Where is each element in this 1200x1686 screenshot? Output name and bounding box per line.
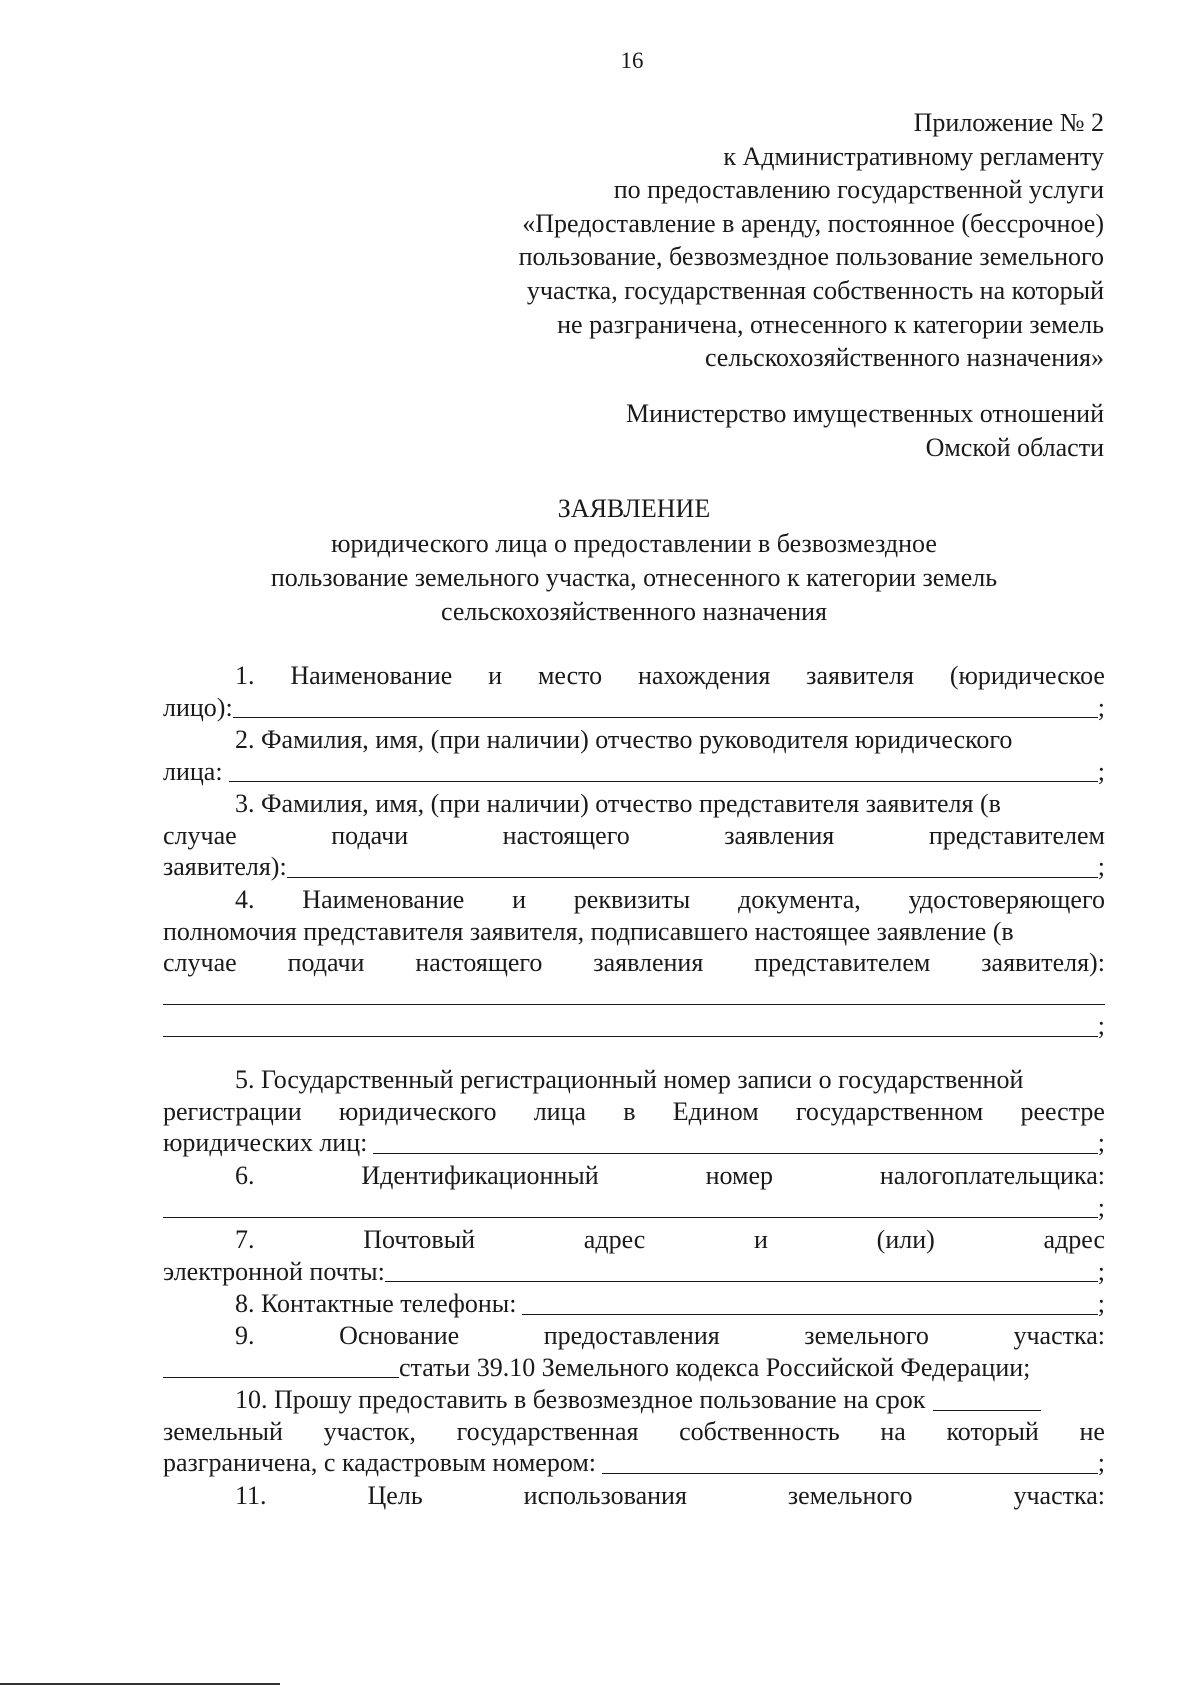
item-11-purpose <box>163 1480 1105 1512</box>
word: и <box>488 661 503 690</box>
inn-field[interactable] <box>163 1217 1098 1218</box>
item-7-address <box>163 1224 1105 1287</box>
item-9-basis <box>163 1320 1105 1383</box>
word: государственном <box>795 1096 984 1126</box>
subtitle-line: юридического лица о предоставлении в безвозмездное <box>331 529 937 558</box>
word: лица <box>533 1096 587 1126</box>
page-number: 16 <box>620 48 644 73</box>
word: юридического <box>338 1096 497 1126</box>
semicolon: ; <box>1097 1256 1105 1286</box>
subtitle-line: сельскохозяйственного назначения <box>440 597 828 626</box>
word: удостоверяющего <box>908 885 1105 914</box>
word: 4. <box>235 885 255 914</box>
word: Наименование <box>290 661 453 690</box>
subtitle-line: пользование земельного участка, отнесенного к категории земель <box>270 563 998 592</box>
basis-text: статьи 39.10 Земельного кодекса Российской Федерации; <box>399 1352 1031 1382</box>
word: реквизиты <box>573 885 691 914</box>
item-line: 2. Фамилия, имя, (при наличии) отчество руководителя юридического <box>235 725 1013 754</box>
page-edge-rule <box>0 1683 280 1685</box>
semicolon: ; <box>1097 1448 1105 1478</box>
word: Едином <box>672 1096 759 1126</box>
item-line: 5. Государственный регистрационный номер записи о государственной <box>235 1065 1024 1094</box>
word: заявления <box>593 948 704 978</box>
word: 11. <box>235 1481 267 1510</box>
word: 7. <box>235 1225 255 1254</box>
appendix-line: не разграничена, отнесенного к категории земель <box>557 309 1104 339</box>
word: реестре <box>1020 1096 1105 1126</box>
semicolon: ; <box>1097 1011 1105 1041</box>
word: настоящего <box>502 820 630 850</box>
addressee-line: Министерство имущественных отношений <box>626 399 1104 428</box>
word: который <box>946 1416 1039 1446</box>
semicolon: ; <box>1097 692 1105 722</box>
phones-field[interactable] <box>522 1314 1097 1315</box>
item-1-applicant-name <box>163 660 1105 723</box>
appendix-line: по предоставлению государственной услуги <box>613 175 1104 205</box>
word: Наименование <box>302 885 465 914</box>
word: представителем <box>928 820 1105 850</box>
word: участка: <box>1013 1321 1105 1350</box>
word: земельного <box>804 1321 929 1350</box>
word: документа, <box>737 885 861 914</box>
word: Почтовый <box>363 1225 476 1254</box>
item-line: 3. Фамилия, имя, (при наличии) отчество представителя заявителя (в <box>235 789 1001 818</box>
item-5-ogrn <box>163 1064 1105 1159</box>
word: 1. <box>235 661 255 690</box>
semicolon: ; <box>1097 1128 1105 1158</box>
ogrn-field[interactable] <box>373 1153 1097 1154</box>
appendix-line: к Административному регламенту <box>723 141 1104 171</box>
item-2-director-name <box>163 724 1105 787</box>
item-3-representative-name <box>163 788 1105 883</box>
word: представителем <box>754 948 931 978</box>
item-line: полномочия представителя заявителя, подписавшего настоящее заявление (в <box>163 916 1014 946</box>
field-label: 8. Контактные телефоны: <box>235 1289 517 1318</box>
applicant-name-field[interactable] <box>233 717 1098 718</box>
word: государственная <box>456 1416 639 1446</box>
word: заявителя <box>806 661 914 690</box>
semicolon: ; <box>1097 1192 1105 1222</box>
authority-document-field-1[interactable] <box>163 1004 1105 1005</box>
document-subtitle <box>163 527 1105 629</box>
word: Идентификационный <box>361 1161 599 1190</box>
item-10-request <box>163 1384 1105 1479</box>
word: подачи <box>287 948 365 978</box>
word: и <box>512 885 526 914</box>
word: нахождения <box>637 661 771 690</box>
cadastral-number-field[interactable] <box>602 1473 1098 1474</box>
word: Цель <box>367 1481 423 1510</box>
word: случае <box>163 820 237 850</box>
word: земельного <box>787 1481 913 1510</box>
word: настоящего <box>415 948 543 978</box>
addressee <box>504 397 1104 465</box>
term-field[interactable] <box>933 1410 1041 1411</box>
word: (юридическое <box>949 661 1105 690</box>
appendix-line: сельскохозяйственного назначения» <box>704 343 1104 373</box>
word: участок, <box>323 1416 416 1446</box>
appendix-line: Приложение № 2 <box>913 108 1104 137</box>
word: случае <box>163 948 237 978</box>
item-line: 10. Прошу предоставить в безвозмездное пользование на срок <box>235 1385 926 1414</box>
basis-field[interactable] <box>163 1377 399 1378</box>
director-name-field[interactable] <box>229 781 1098 782</box>
field-label: лицо): <box>163 692 233 722</box>
document-title: ЗАЯВЛЕНИЕ <box>557 494 711 523</box>
word: 6. <box>235 1161 255 1190</box>
word: в <box>623 1096 636 1126</box>
semicolon: ; <box>1097 852 1105 882</box>
field-label: электронной почты: <box>163 1256 385 1286</box>
word: 9. <box>235 1321 255 1350</box>
word: (или) <box>876 1225 935 1254</box>
appendix-line: «Предоставление в аренду, постоянное (бессрочное) <box>522 208 1104 238</box>
appendix-header <box>404 106 1104 375</box>
word: собственность <box>679 1416 840 1446</box>
field-label: заявителя): <box>163 852 287 882</box>
field-label: юридических лиц: <box>163 1128 368 1158</box>
word: адрес <box>583 1225 646 1254</box>
word: земельный <box>163 1416 283 1446</box>
addressee-line: Омской области <box>925 433 1104 462</box>
word: заявления <box>724 820 835 850</box>
word: номер <box>705 1161 773 1190</box>
word: место <box>537 661 603 690</box>
word: налогоплательщика: <box>879 1161 1105 1190</box>
appendix-line: пользование, безвозмездное пользование земельного <box>518 242 1104 272</box>
item-6-inn <box>163 1160 1105 1223</box>
word: предоставления <box>543 1321 720 1350</box>
word: подачи <box>331 820 409 850</box>
item-4-authority-document <box>163 884 1105 1042</box>
address-field[interactable] <box>385 1281 1098 1282</box>
word: и <box>754 1225 768 1254</box>
word: регистрации <box>163 1096 302 1126</box>
field-label: лица: <box>163 756 223 786</box>
word: участка: <box>1013 1481 1105 1510</box>
appendix-line: участка, государственная собственность на который <box>526 275 1104 305</box>
word: не <box>1079 1416 1105 1446</box>
representative-name-field[interactable] <box>287 877 1098 878</box>
word: адрес <box>1043 1225 1105 1254</box>
item-8-phones <box>163 1288 1105 1320</box>
authority-document-field-2[interactable] <box>163 1036 1098 1037</box>
word: на <box>880 1416 906 1446</box>
semicolon: ; <box>1097 756 1105 786</box>
field-label: разграничена, с кадастровым номером: <box>163 1448 597 1478</box>
semicolon: ; <box>1097 1289 1105 1318</box>
word: Основание <box>339 1321 460 1350</box>
word: использования <box>523 1481 687 1510</box>
word: заявителя): <box>981 948 1105 978</box>
